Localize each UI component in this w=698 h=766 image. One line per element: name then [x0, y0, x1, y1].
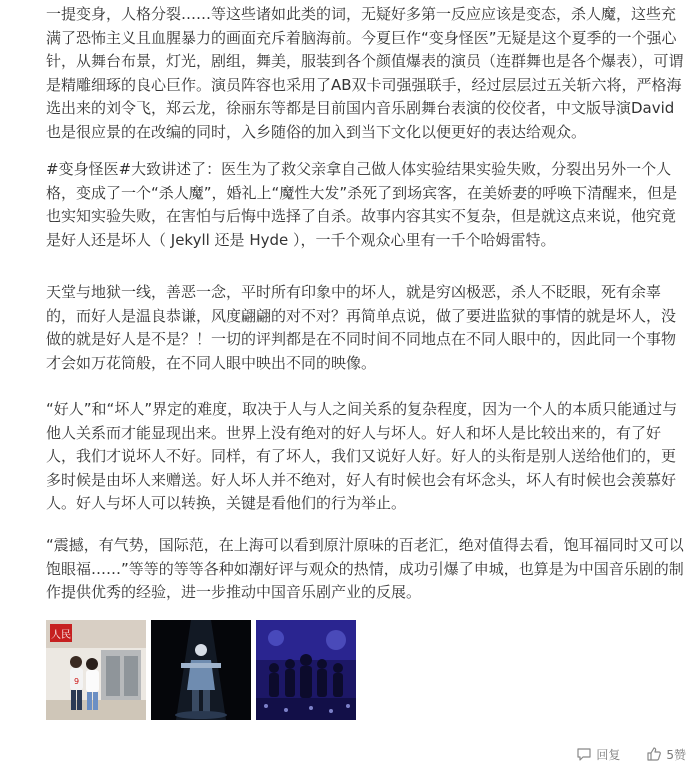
like-button[interactable]: [646, 746, 686, 763]
photo-couple-street[interactable]: [46, 620, 146, 720]
article-paragraph-4: “好人”和“坏人”界定的难度，取决于人与人之间关系的复杂程度，因为一个人的本质只能通过与他人关系而才能显现出来。世界上没有绝对的好人与坏人。好人和坏人是比较出来的，有了好人，我们才说坏人不好。同样，有了坏人，我们又说好人好。好人的头衔是别人送给他们的，更多时候是由坏人来赠送。好人坏人并不绝对，好人有时候也会有坏念头，坏人有时候也会羡慕好人。好人与坏人可以转换，关键是看他们的行为举止。: [46, 400, 678, 512]
sign-text: 人民: [51, 630, 71, 641]
thumbs-up-icon: [646, 746, 662, 762]
like-count: 5赞: [666, 747, 686, 762]
photo-stage-ensemble[interactable]: [256, 620, 356, 720]
post-actions: [576, 744, 686, 764]
article-paragraph-1: 一提变身，人格分裂……等这些诸如此类的词，无疑好多第一反应应该是变态，杀人魔，这些充满了恐怖主义且血腥暴力的画面充斥着脑海前。今夏巨作“变身怪医”无疑是这个夏季的一个强心针，从舞台布景，灯光，剧组，舞美，服装到各个颜值爆表的演员（连群舞也是各个爆表），可谓是精雕细琢的良心巨作。演员阵容也采用了AB双卡司强强联手，经过层层过五关斩六将，严格海选出来的刘令飞，郑云龙，徐丽东等都是目前国内音乐剧舞台表演的佼佼者，中文版导演David也是很应景的在改编的同时，入乡随俗的加入到当下文化以便更好的表达给观众。: [46, 5, 684, 141]
comment-icon: [576, 746, 592, 762]
svg-text:9: 9: [73, 677, 80, 686]
photo-stage-performer[interactable]: [151, 620, 251, 720]
reply-label: 回复: [596, 747, 621, 762]
reply-button[interactable]: [576, 746, 620, 763]
article-paragraph-5: “震撼，有气势，国际范，在上海可以看到原汁原味的百老汇，绝对值得去看，饱耳福同时又可以饱眼福……”等等的等等各种如潮好评与观众的热情，成功引爆了申城，也算是为中国音乐剧的制作提供优秀的经验，进一步推动中国音乐剧产业的反展。: [46, 536, 684, 601]
article-paragraph-2: #变身怪医#大致讲述了：医生为了救父亲拿自己做人体实验结果实验失败，分裂出另外一个人格，变成了一个“杀人魔”，婚礼上“魔性大发”杀死了到场宾客，在美娇妻的呼唤下清醒来，但是也实知实验失败，在害怕与后悔中选择了自杀。故事内容其实不复杂，但是就这点来说，他究竟是好人还是坏人（ Jekyll 还是 Hyde ），一千个观众心里有一千个哈姆雷特。: [46, 160, 678, 249]
article-paragraph-3: 天堂与地狱一线，善恶一念，平时所有印象中的坏人，就是穷凶极恶，杀人不眨眼，死有余辜的，而好人是温良恭谦，风度翩翩的对不对？再简单点说，做了要进监狱的事情的就是坏人，没做的就是好人是不是？！一切的评判都是在不同时间不同地点在不同人眼中的，因此同一个事物才会如万花筒般，在不同人眼中映出不同的映像。: [46, 283, 677, 372]
